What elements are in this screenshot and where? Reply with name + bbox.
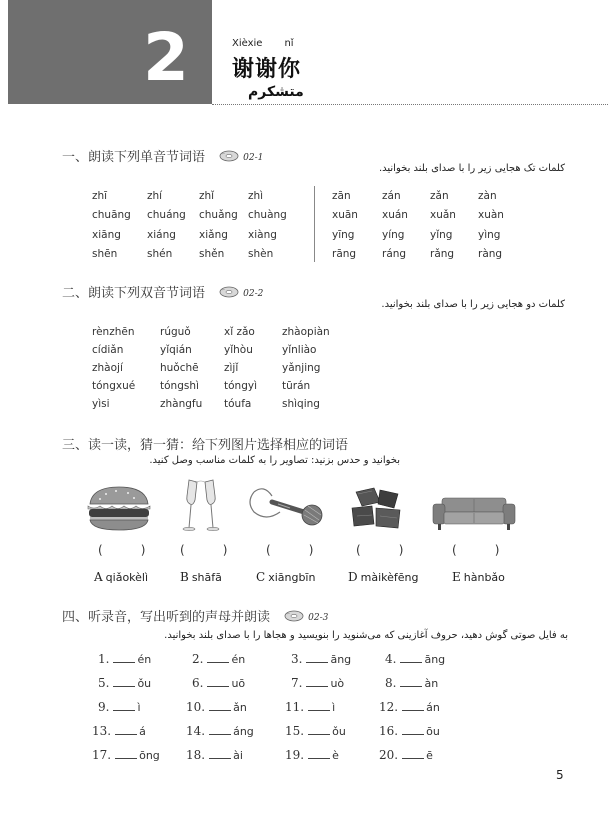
- syllable: yīng: [332, 229, 355, 241]
- word: shìqing: [282, 398, 320, 410]
- choice-word: màikèfēng: [360, 571, 419, 584]
- answer-paren[interactable]: [180, 543, 227, 557]
- answer-blank[interactable]: [308, 748, 330, 759]
- item-number: 13.: [92, 724, 112, 738]
- blank-item[interactable]: [379, 700, 440, 714]
- section4-title: [62, 606, 328, 626]
- choice-letter: B: [180, 570, 189, 584]
- blank-item[interactable]: [385, 676, 438, 690]
- final: uò: [330, 677, 345, 690]
- word: zìjǐ: [224, 362, 239, 374]
- final: ōu: [426, 725, 440, 738]
- word: rúguǒ: [160, 326, 191, 338]
- paren-close: ): [494, 543, 500, 557]
- header-divider: [212, 104, 608, 105]
- hamburger-image: [86, 484, 152, 536]
- paren-open: (: [452, 543, 457, 557]
- item-number: 11.: [285, 700, 305, 714]
- choice-word: qiǎokèlì: [105, 571, 149, 584]
- choice-c: [256, 570, 315, 584]
- final: á: [139, 725, 146, 738]
- monosyllable-grid-left: [92, 190, 292, 270]
- choice-letter: A: [94, 570, 103, 584]
- final: én: [137, 653, 152, 666]
- answer-blank[interactable]: [308, 724, 330, 735]
- word: tóngshì: [160, 380, 199, 392]
- syllable: xuán: [382, 209, 408, 221]
- syllable: rǎng: [430, 248, 455, 260]
- blank-item[interactable]: [285, 724, 346, 738]
- choice-d: [348, 570, 418, 584]
- monosyllable-grid-right: [332, 190, 532, 270]
- choice-letter: D: [348, 570, 358, 584]
- final: ǒu: [332, 725, 346, 738]
- syllable: zán: [382, 190, 401, 202]
- word: tóufa: [224, 398, 252, 410]
- answer-paren[interactable]: [452, 543, 499, 557]
- answer-blank[interactable]: [402, 748, 424, 759]
- word: tóngxué: [92, 380, 136, 392]
- blank-item[interactable]: [92, 724, 146, 738]
- answer-blank[interactable]: [113, 652, 135, 663]
- word: tóngyì: [224, 380, 257, 392]
- section2-instruction: کلمات دو هجایی زیر را با صدای بلند بخوانید.: [381, 299, 565, 310]
- final: ōng: [139, 749, 160, 762]
- item-number: 6.: [192, 676, 204, 690]
- syllable: ràng: [478, 248, 503, 260]
- final: ì: [332, 701, 336, 714]
- syllable: zhī: [92, 190, 108, 202]
- blank-item[interactable]: [98, 676, 151, 690]
- syllable: xiāng: [92, 229, 121, 241]
- title-pinyin-word: Xièxie: [232, 38, 263, 49]
- choice-e: [452, 570, 505, 584]
- blank-item[interactable]: [192, 676, 245, 690]
- choice-letter: E: [452, 570, 461, 584]
- choice-word: hànbǎo: [463, 571, 505, 584]
- track-number: 02-1: [243, 152, 264, 163]
- final: āng: [330, 653, 352, 666]
- syllable: zhǐ: [199, 190, 215, 202]
- title-pinyin: [232, 38, 316, 49]
- blank-item[interactable]: [379, 748, 433, 762]
- paren-close: ): [398, 543, 404, 557]
- syllable: chuàng: [248, 209, 287, 221]
- answer-blank[interactable]: [306, 652, 328, 663]
- paren-open: (: [98, 543, 103, 557]
- syllable: zǎn: [430, 190, 449, 202]
- cd-icon: [219, 286, 239, 302]
- syllable: rāng: [332, 248, 357, 260]
- chocolate-image: [350, 486, 406, 534]
- blank-item[interactable]: [186, 700, 247, 714]
- word: yǐnliào: [282, 344, 317, 356]
- item-number: 14.: [186, 724, 206, 738]
- paren-close: ): [308, 543, 314, 557]
- blank-item[interactable]: [92, 748, 160, 762]
- item-number: 3.: [291, 652, 303, 666]
- section2-title: [62, 282, 263, 302]
- blank-item[interactable]: [379, 724, 440, 738]
- item-number: 8.: [385, 676, 397, 690]
- syllable: shén: [147, 248, 173, 260]
- syllable: chuāng: [92, 209, 131, 221]
- choice-a: [94, 570, 148, 584]
- blank-item[interactable]: [98, 652, 151, 666]
- word: zhàopiàn: [282, 326, 330, 338]
- lesson-number: 2: [143, 19, 189, 96]
- final: āng: [424, 653, 446, 666]
- syllable: ráng: [382, 248, 407, 260]
- choice-b: [180, 570, 222, 584]
- word: yǎnjing: [282, 362, 321, 374]
- item-number: 16.: [379, 724, 399, 738]
- section4-instruction: به فایل صوتی گوش دهید، حروف آغازینی که می‌شنوید را بنویسید و هجاها را با صدای بلند بخوانید.: [164, 630, 568, 641]
- item-number: 2.: [192, 652, 204, 666]
- answer-paren[interactable]: [266, 543, 313, 557]
- answer-blank[interactable]: [113, 676, 135, 687]
- blank-item[interactable]: [98, 700, 141, 714]
- syllable: xuǎn: [430, 209, 456, 221]
- answer-blank[interactable]: [209, 748, 231, 759]
- final: áng: [233, 725, 254, 738]
- word: cídiǎn: [92, 344, 124, 356]
- syllable: yǐng: [430, 229, 453, 241]
- blank-item[interactable]: [192, 652, 245, 666]
- blank-item[interactable]: [291, 652, 351, 666]
- answer-blank[interactable]: [115, 724, 137, 735]
- cd-icon: [284, 610, 304, 626]
- choice-word: shāfā: [191, 571, 222, 584]
- blank-item[interactable]: [186, 724, 254, 738]
- word: yìsi: [92, 398, 110, 410]
- section3-instruction: بخوانید و حدس بزنید: تصاویر را به کلمات مناسب وصل کنید.: [149, 455, 400, 466]
- answer-blank[interactable]: [115, 748, 137, 759]
- disyllable-grid: [92, 326, 352, 416]
- syllable: zhì: [248, 190, 264, 202]
- blank-item[interactable]: [385, 652, 445, 666]
- syllable: yìng: [478, 229, 501, 241]
- syllable: shèn: [248, 248, 274, 260]
- syllable: xiàng: [248, 229, 277, 241]
- item-number: 15.: [285, 724, 305, 738]
- answer-blank[interactable]: [402, 724, 424, 735]
- answer-blank[interactable]: [113, 700, 135, 711]
- answer-blank[interactable]: [209, 724, 231, 735]
- final: ì: [137, 701, 141, 714]
- blank-item[interactable]: [285, 700, 335, 714]
- word: yǐhòu: [224, 344, 253, 356]
- word: huǒchē: [160, 362, 199, 374]
- section4-title-text: 四、听录音，写出听到的声母并朗读: [62, 610, 271, 625]
- syllable: chuáng: [147, 209, 186, 221]
- section1-instruction: کلمات تک هجایی زیر را با صدای بلند بخوانید.: [378, 163, 565, 174]
- syllable: yíng: [382, 229, 405, 241]
- section3-title: 三、读一读，猜一猜：给下列图片选择相应的词语: [62, 438, 349, 453]
- column-divider: [314, 186, 315, 262]
- lesson-title-persian: متشکرم: [248, 84, 304, 100]
- champagne-glasses-image: [180, 478, 222, 538]
- item-number: 7.: [291, 676, 303, 690]
- paren-close: ): [222, 543, 228, 557]
- blank-item[interactable]: [285, 748, 339, 762]
- answer-paren[interactable]: [356, 543, 403, 557]
- syllable: xuàn: [478, 209, 504, 221]
- answer-blank[interactable]: [209, 700, 231, 711]
- answer-blank[interactable]: [400, 676, 422, 687]
- blank-item[interactable]: [186, 748, 243, 762]
- answer-blank[interactable]: [306, 676, 328, 687]
- track-number: 02-2: [243, 288, 264, 299]
- paren-open: (: [266, 543, 271, 557]
- syllable: zàn: [478, 190, 497, 202]
- word: xǐ zǎo: [224, 326, 255, 338]
- final: ǎn: [233, 701, 247, 714]
- word: zhàngfu: [160, 398, 203, 410]
- final: ǒu: [137, 677, 152, 690]
- syllable: shěn: [199, 248, 225, 260]
- item-number: 19.: [285, 748, 305, 762]
- syllable: xuān: [332, 209, 358, 221]
- microphone-image: [246, 482, 328, 536]
- syllable: zhí: [147, 190, 163, 202]
- item-number: 20.: [379, 748, 399, 762]
- word: yǐqián: [160, 344, 192, 356]
- item-number: 10.: [186, 700, 206, 714]
- section1-title: [62, 146, 263, 166]
- final: án: [426, 701, 440, 714]
- answer-blank[interactable]: [207, 652, 229, 663]
- item-number: 9.: [98, 700, 110, 714]
- cd-icon: [219, 150, 239, 166]
- final: è: [332, 749, 339, 762]
- syllable: xiáng: [147, 229, 176, 241]
- final: uō: [231, 677, 246, 690]
- item-number: 4.: [385, 652, 397, 666]
- answer-blank[interactable]: [207, 676, 229, 687]
- word: rènzhēn: [92, 326, 135, 338]
- blank-item[interactable]: [291, 676, 344, 690]
- choice-letter: C: [256, 570, 266, 584]
- final: én: [231, 653, 246, 666]
- syllable: xiǎng: [199, 229, 228, 241]
- lesson-title: 谢谢你: [232, 57, 302, 82]
- item-number: 18.: [186, 748, 206, 762]
- final: àn: [424, 677, 439, 690]
- answer-blank[interactable]: [308, 700, 330, 711]
- final: ài: [233, 749, 243, 762]
- choice-word: xiāngbīn: [268, 571, 316, 584]
- word: tūrán: [282, 380, 311, 392]
- item-number: 5.: [98, 676, 110, 690]
- sofa-image: [432, 496, 516, 536]
- paren-open: (: [180, 543, 185, 557]
- track-number: 02-3: [308, 612, 329, 623]
- item-number: 12.: [379, 700, 399, 714]
- section1-title-text: 一、朗读下列单音节词语: [62, 150, 206, 165]
- item-number: 17.: [92, 748, 112, 762]
- answer-blank[interactable]: [402, 700, 424, 711]
- answer-blank[interactable]: [400, 652, 422, 663]
- syllable: zān: [332, 190, 351, 202]
- paren-close: ): [140, 543, 146, 557]
- paren-open: (: [356, 543, 361, 557]
- answer-paren[interactable]: [98, 543, 145, 557]
- page-number: 5: [556, 768, 564, 782]
- final: ē: [426, 749, 433, 762]
- title-pinyin-word: nǐ: [284, 38, 294, 49]
- section2-title-text: 二、朗读下列双音节词语: [62, 286, 206, 301]
- syllable: chuǎng: [199, 209, 238, 221]
- syllable: shēn: [92, 248, 118, 260]
- item-number: 1.: [98, 652, 110, 666]
- word: zhàojí: [92, 362, 123, 374]
